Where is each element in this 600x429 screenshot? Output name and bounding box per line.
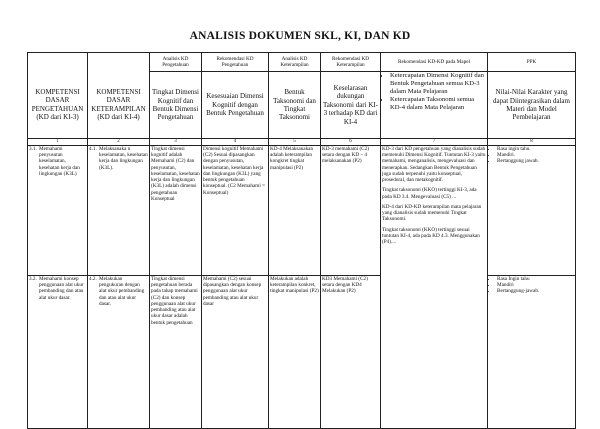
ppk-item: • Rasa ingin tahu. (497, 146, 574, 152)
mapel-paragraph: KD-4 dari KD-KD keterampilan mata pelajaran yang dianalisis sudah memenuhi Tingkat Taksonomi. (382, 203, 482, 223)
header-rekomendasi-pengetahuan: Rekomendasi KD Pengetahuan (202, 53, 269, 72)
header-tingkat-dimensi: Tingkat Dimensi Kognitif dan Bentuk Dimensi Pengetahuan (150, 72, 202, 139)
kd3-text: Memahami penyusutan keselamatan, kesehatan kerja dan lingkungan (K3L) (39, 146, 80, 177)
header-kd-keterampilan: KOMPETENSI DASAR KETERAMPILAN (KD dari KI-4) (88, 72, 150, 139)
header-ppk-desc: Nilai-Nilai Karakter yang dapat Diintegrasikan dalam Materi dan Model Pembelajaran (488, 72, 576, 139)
column-number: 6 (321, 139, 381, 146)
kd4-text: Melaksanaka n keselamatan, kesehatan kerja dan lingkungan (K3L). (99, 146, 148, 171)
header-keselarasan: Keselarasan dukungan Taksonomi dari KI-3 terhadap KD dari KI-4 (321, 72, 381, 139)
header-kd-pengetahuan: KOMPETENSI DASAR PENGETAHUAN (KD dari KI-3) (28, 72, 88, 139)
header-rekomendasi-keterampilan: Rekomendasi KD Keterampilan (321, 53, 381, 72)
ppk-cell (488, 276, 576, 429)
ppk-item: • Bertanggung jawab. (497, 158, 574, 164)
ppk-cell (488, 146, 576, 276)
table-row (28, 146, 576, 276)
mapel-paragraph: Tingkat taksonomi (KKO) tertinggi KI-3, ada pada KD 3.4. Mengevaluasi (C5) ... (382, 187, 477, 200)
kd3-number: 3.2. (29, 276, 37, 282)
mapel-paragraph: Tingkat taksonomi (KKO) tertinggi sesuai tuntutan KI-4, ada pada KD 4.3. Menggunakan (P4).... (382, 226, 480, 246)
header-ppk: PPK (488, 53, 576, 72)
kd4-cell (88, 146, 150, 276)
ppk-item: • Mandiri (497, 282, 574, 288)
column-number: 8 (488, 139, 576, 146)
keselarasan-cell: KD3 Memahami (C2) setara dengan KD4 Melakukan (P2) (321, 276, 381, 429)
column-number: 3 (150, 139, 202, 146)
kd4-text: Melakukan pengukuran dengan alat ukur pembanding dan atau alat ukur dasar. (99, 276, 145, 307)
header-analisis-pengetahuan: Analisis KD Pengetahuan (150, 53, 202, 72)
header-mapel-point: • Ketercapaian Dimensi Kognitif dan Bentuk Pengetahuan semua KD-3 dalam Mata Pelajaran (390, 72, 486, 96)
kd3-text: Memahami konsep penggunaan alat ukur pembanding dan atau alat ukur dasar. (39, 276, 84, 301)
table-row (28, 276, 576, 429)
column-number-row (28, 139, 576, 146)
column-number: 1 (28, 139, 88, 146)
taksonomi-cell: KD-4 Melaksanakan adalah keterampilan kongkret tingkat manipulasi (P2) (269, 146, 321, 276)
tingkat-cell: Tingkat dimensi pengetahuan berada pada tahap memahami (C2) dan konsep penggunaan alat ukur pembanding atau alat ukur dasar adalah bentuk pengetahuan (150, 276, 202, 429)
page-title: ANALISIS DOKUMEN SKL, KI, DAN KD (189, 30, 411, 42)
header-mapel-point: • Ketercapaian Taksonomi semua KD-4 dalam Mata Pelajaran (390, 96, 486, 112)
column-number: 4 (202, 139, 269, 146)
mapel-paragraph: KD-3 dari KD pengetahuan yang dianalisis sudah memenuhi Dimensi Kognitif. Tuntutan KI-3 yaitu memahami, menganalisis, mengevaluasi dan menerapkan. Sedangkan Bentuk Pengetahuan juga sudah terpenuhi yaitu konseptual, prosedural, dan metakognitif. (382, 146, 486, 184)
column-number: 5 (269, 139, 321, 146)
mapel-cell (381, 146, 488, 429)
kd3-cell (28, 146, 88, 276)
header-top-blank (88, 53, 150, 72)
kesesuaian-cell: Dimensi kognitif Memahami (C2) Sesuai dipasangkan dengan penyusutan, keselamatan, kesehatan kerja dan lingkungan (K3L) yang bentuk pengetahuan konseptual. (C2 Memahami = Konseptual) (202, 146, 269, 276)
taksonomi-cell: Melakukan adalah keterampilan konkret, tingkat manipulasi (P2) (269, 276, 321, 429)
header-top-blank (28, 53, 88, 72)
kesesuaian-cell: Memahami (C2) sesuai dipasangkan dengan konsep penggunaan alat ukur pembanding atau alat ukur dasar (202, 276, 269, 429)
header-rekomendasi-mapel: Rekomendasi KD-KD pada Mapel (381, 53, 488, 72)
kd3-number: 3.1. (29, 146, 37, 152)
analysis-table (27, 52, 576, 429)
column-number: 2 (88, 139, 150, 146)
header-kesesuaian-dimensi: Kesesuaian Dimensi Kognitif dengan Bentuk Pengetahuan (202, 72, 269, 139)
header-mapel-points (381, 72, 488, 139)
ppk-item: • Rasa Ingin tahu (497, 276, 574, 282)
header-analisis-keterampilan: Analisis KD Keterampilan (269, 53, 321, 72)
header-top-row (28, 53, 576, 72)
tingkat-cell: Tingkat dimensi kognitif adalah Memahami (C2) dan penyusutan, keselamatan, kesehatan kerja dan lingkungan (K3L) adalah dimensi pengetahuan Konseptual (150, 146, 202, 276)
keselarasan-cell: KD-3 memahami (C2) setara dengan KD – 4 melaksanakan (P2) (321, 146, 381, 276)
column-number: 7 (381, 139, 488, 146)
kd4-cell (88, 276, 150, 429)
kd4-number: 4.2. (89, 276, 97, 282)
header-bentuk-taksonomi: Bentuk Taksonomi dan Tingkat Taksonomi (269, 72, 321, 139)
kd4-number: 4.1. (89, 146, 97, 152)
ppk-item: • Bertanggung-jawab. (497, 288, 574, 294)
header-main-row (28, 72, 576, 139)
ppk-item: • Mandiri. (497, 152, 574, 158)
kd3-cell (28, 276, 88, 429)
